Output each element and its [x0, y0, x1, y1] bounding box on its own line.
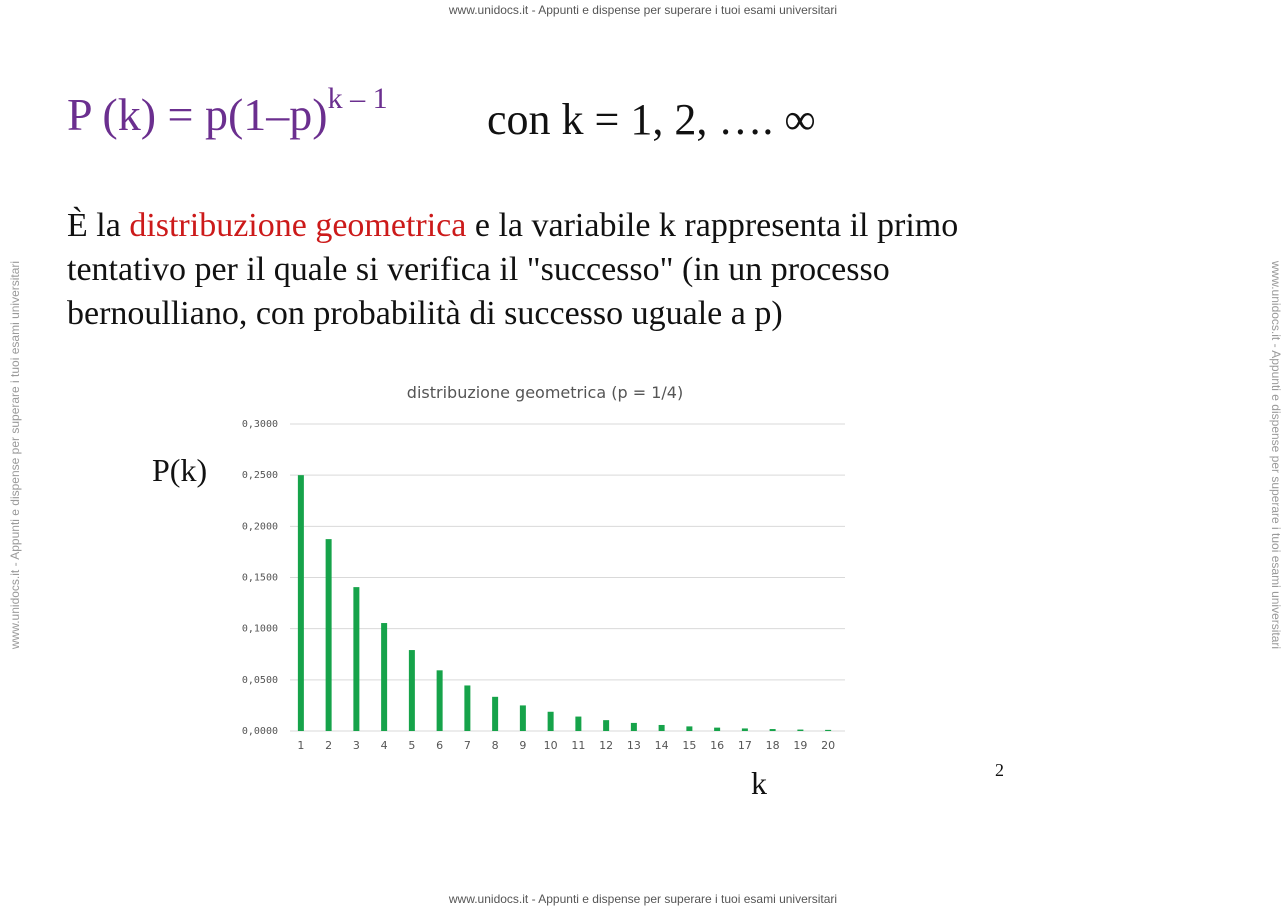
watermark-right: www.unidocs.it - Appunti e dispense per superare i tuoi esami universitari	[1269, 260, 1283, 650]
page-number: 2	[995, 760, 1004, 780]
description-before: È la	[67, 207, 130, 244]
bar-chart	[225, 412, 855, 757]
y-tick-label: 0,2000	[241, 521, 278, 533]
x-tick-label: 12	[599, 739, 614, 752]
x-tick-label: 5	[408, 739, 416, 752]
watermark-bottom: www.unidocs.it - Appunti e dispense per superare i tuoi esami universitari	[448, 892, 838, 906]
x-tick-label: 20	[821, 739, 836, 752]
bar-k-5	[409, 650, 415, 731]
bar-k-2	[326, 539, 332, 731]
bar-k-10	[548, 712, 554, 731]
formula-base: P (k) = p(1–p)	[67, 89, 328, 140]
y-tick-label: 0,1000	[241, 623, 278, 635]
description-highlight: distribuzione geometrica	[129, 207, 467, 244]
x-tick-label: 7	[463, 739, 471, 752]
y-tick-label: 0,1500	[241, 572, 278, 584]
bar-k-20	[825, 730, 831, 731]
bar-k-17	[742, 728, 748, 731]
x-tick-label: 3	[352, 739, 360, 752]
formula-condition: con k = 1, 2, …. ∞	[487, 95, 816, 144]
x-tick-label: 14	[654, 739, 669, 752]
description-after: e la variabile k rappresenta il primo tentativo per il quale si verifica il "successo" (in un processo bernoulliano, con probabilità di successo uguale a p)	[67, 207, 959, 332]
x-tick-label: 15	[682, 739, 697, 752]
x-tick-label: 13	[626, 739, 641, 752]
watermark-top: www.unidocs.it - Appunti e dispense per superare i tuoi esami universitari	[448, 3, 838, 17]
chart-ylabel: P(k)	[152, 452, 208, 488]
bar-k-15	[686, 726, 692, 731]
bar-k-6	[437, 670, 443, 731]
geometric-formula	[67, 82, 388, 141]
chart-xlabel: k	[751, 765, 767, 801]
x-tick-label: 1	[297, 739, 305, 752]
x-tick-label: 10	[543, 739, 558, 752]
bar-k-13	[631, 723, 637, 731]
bar-k-14	[659, 725, 665, 731]
bar-k-8	[492, 697, 498, 731]
bar-k-12	[603, 720, 609, 731]
x-tick-label: 8	[491, 739, 499, 752]
formula-exponent: k – 1	[327, 82, 388, 115]
x-tick-label: 2	[325, 739, 333, 752]
x-tick-label: 17	[737, 739, 752, 752]
y-tick-label: 0,2500	[241, 470, 278, 482]
bar-k-9	[520, 705, 526, 731]
bar-k-7	[464, 685, 470, 731]
x-tick-label: 6	[436, 739, 444, 752]
y-tick-label: 0,3000	[241, 419, 278, 430]
x-tick-label: 11	[571, 739, 586, 752]
bar-k-16	[714, 728, 720, 731]
x-tick-label: 9	[519, 739, 527, 752]
bar-k-3	[353, 587, 359, 731]
description-paragraph	[67, 204, 1057, 336]
x-tick-label: 4	[380, 739, 388, 752]
bar-k-19	[797, 730, 803, 731]
x-tick-label: 19	[793, 739, 808, 752]
y-tick-label: 0,0500	[241, 674, 278, 686]
bar-k-11	[575, 717, 581, 731]
x-tick-label: 16	[710, 739, 725, 752]
bar-k-4	[381, 623, 387, 731]
bar-k-18	[770, 729, 776, 731]
chart-title: distribuzione geometrica (p = 1/4)	[406, 383, 684, 402]
x-tick-label: 18	[765, 739, 780, 752]
y-tick-label: 0,0000	[241, 726, 278, 737]
watermark-left: www.unidocs.it - Appunti e dispense per superare i tuoi esami universitari	[8, 260, 22, 650]
bar-k-1	[298, 475, 304, 731]
